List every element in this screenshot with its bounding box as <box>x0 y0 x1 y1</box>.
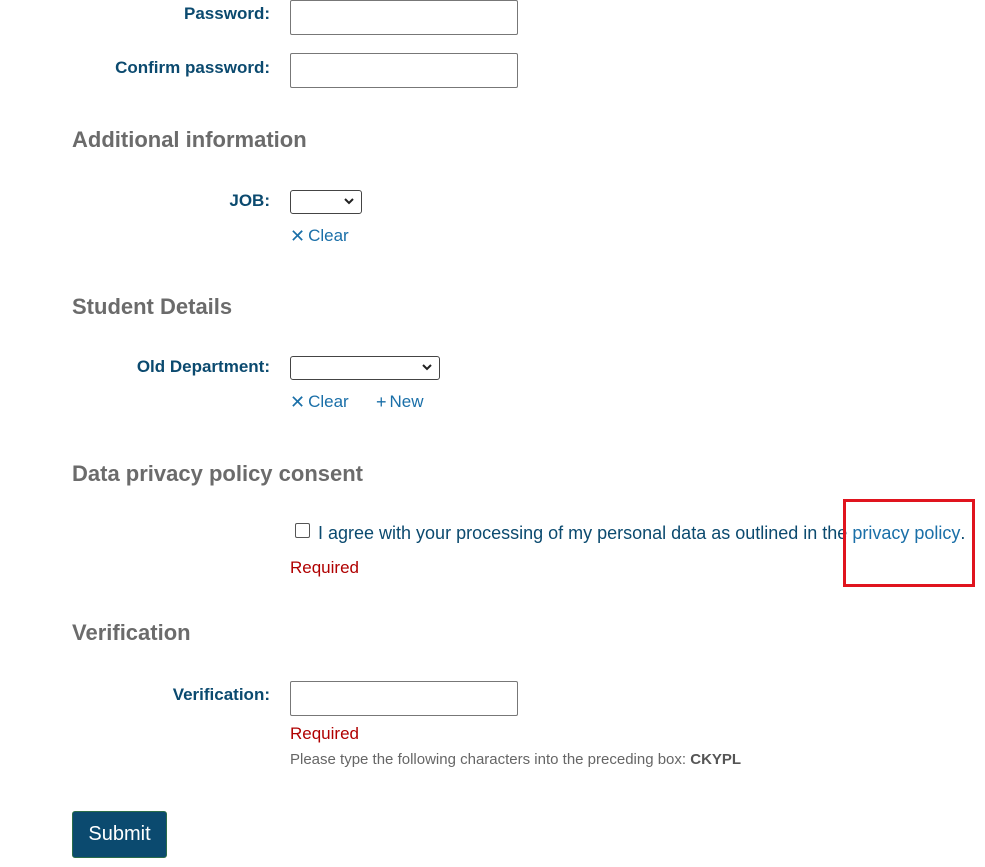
chevron-down-icon <box>343 194 355 208</box>
verification-heading: Verification <box>72 620 191 645</box>
old-department-new-label: New <box>389 392 424 411</box>
verification-required-message: Required <box>290 724 359 743</box>
verification-label: Verification: <box>172 685 270 704</box>
additional-information-heading: Additional information <box>72 127 307 152</box>
old-department-label: Old Department: <box>136 357 270 376</box>
privacy-consent-text: I agree with your processing of my personal data as outlined in the <box>318 523 853 543</box>
verification-hint-text: Please type the following characters into the preceding box: <box>290 751 691 768</box>
highlight-box <box>843 499 975 587</box>
verification-input[interactable] <box>290 681 518 716</box>
privacy-consent-checkbox[interactable] <box>295 523 310 538</box>
job-clear-link[interactable] <box>290 226 349 246</box>
close-icon: ✕ <box>290 392 306 412</box>
confirm-password-input[interactable] <box>290 53 518 88</box>
verification-code: CKYPL <box>690 751 742 768</box>
close-icon: ✕ <box>290 226 306 246</box>
privacy-consent-period: . <box>960 523 966 543</box>
old-department-select[interactable] <box>290 356 440 380</box>
submit-button[interactable]: Submit <box>72 811 167 858</box>
privacy-consent-heading: Data privacy policy consent <box>72 461 363 486</box>
privacy-required-message: Required <box>290 558 359 577</box>
chevron-down-icon <box>421 360 433 374</box>
student-details-heading: Student Details <box>72 294 233 319</box>
verification-hint <box>290 751 741 768</box>
password-input[interactable] <box>290 0 518 35</box>
job-clear-label: Clear <box>308 226 349 245</box>
password-label: Password: <box>184 4 270 23</box>
old-department-clear-label: Clear <box>308 392 349 411</box>
plus-icon: + <box>376 392 387 412</box>
privacy-policy-link[interactable]: privacy policy <box>852 523 961 543</box>
confirm-password-label: Confirm password: <box>115 58 270 77</box>
old-department-clear-link[interactable] <box>290 392 349 412</box>
job-label: JOB: <box>229 191 270 210</box>
old-department-new-link[interactable] <box>376 392 424 412</box>
job-select[interactable] <box>290 190 362 214</box>
